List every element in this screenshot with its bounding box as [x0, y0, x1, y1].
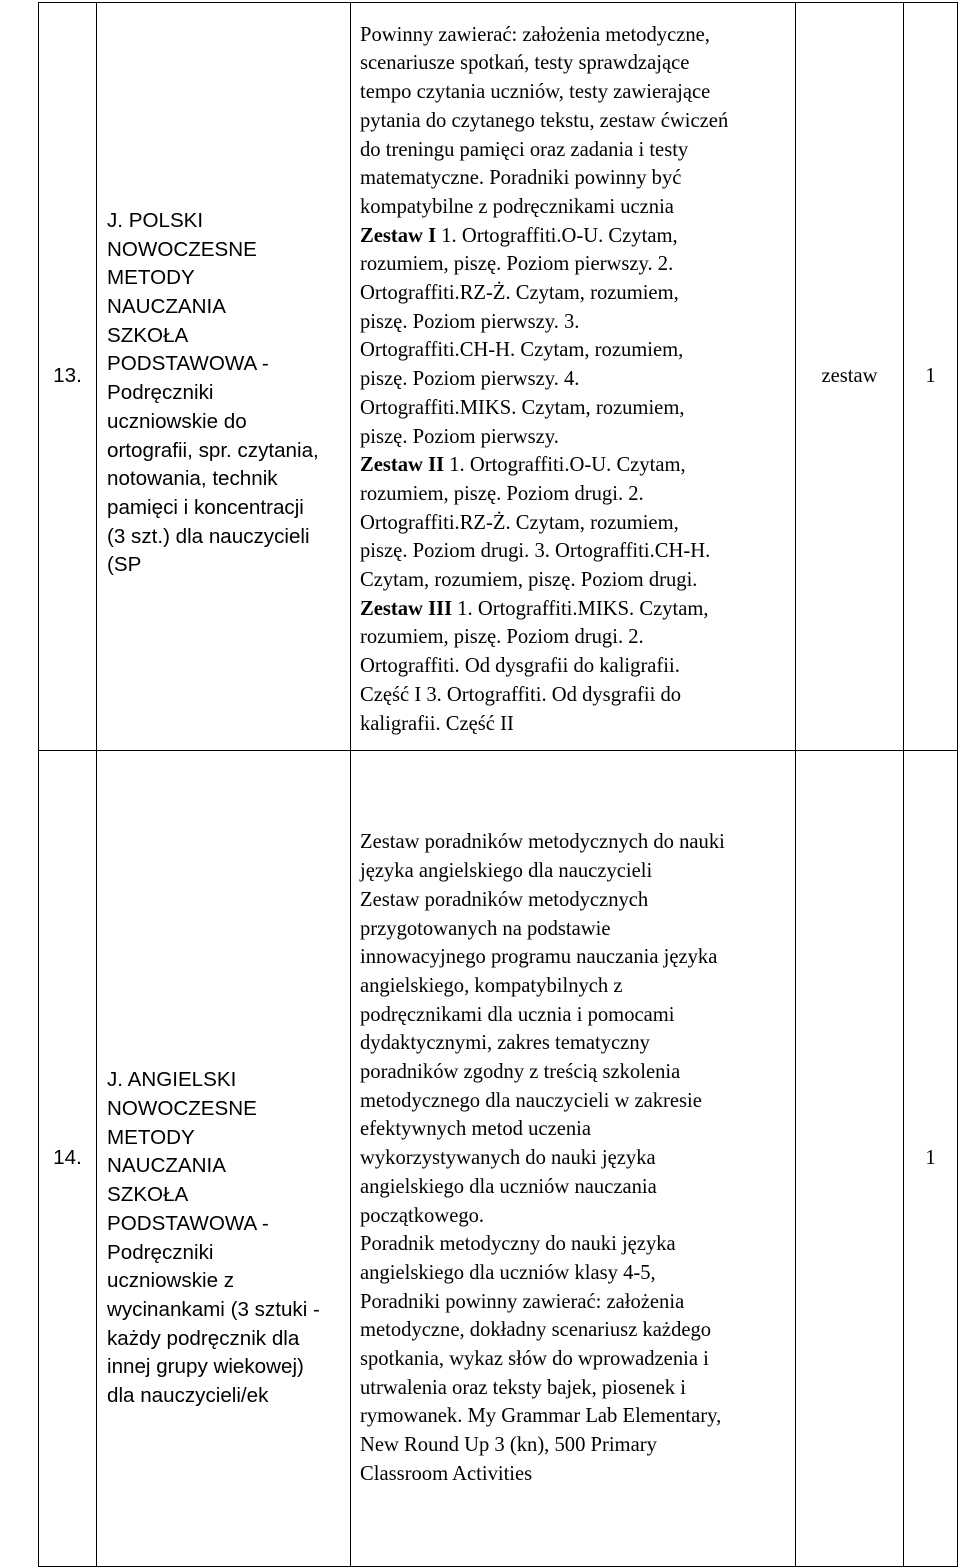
desc-line: Część I 3. Ortograffiti. Od dysgrafii do [360, 683, 682, 706]
quantity: 1 [904, 3, 958, 751]
item-name-line: innej grupy wiekowej) [107, 1355, 304, 1379]
desc-line: poradników zgodny z treścią szkolenia [360, 1061, 681, 1084]
item-name-line: wycinankami (3 sztuki - [107, 1297, 320, 1321]
desc-line: Czytam, rozumiem, piszę. Poziom drugi. [360, 569, 698, 592]
desc-text: 1. Ortograffiti.O-U. Czytam, [444, 454, 686, 477]
desc-line: piszę. Poziom pierwszy. 3. [360, 310, 580, 333]
desc-line: New Round Up 3 (kn), 500 Primary [360, 1434, 657, 1457]
item-name-line: SZKOŁA [107, 1183, 189, 1207]
desc-line: Ortograffiti. Od dysgrafii do kaligrafii. [360, 655, 680, 678]
desc-line: języka angielskiego dla nauczycieli [360, 860, 653, 883]
desc-line: Zestaw poradników metodycznych do nauki [360, 831, 725, 854]
desc-line: rozumiem, piszę. Poziom pierwszy. 2. [360, 253, 674, 276]
item-name-line: każdy podręcznik dla [107, 1326, 300, 1350]
desc-line: Classroom Activities [360, 1462, 533, 1485]
item-name-line: Podręczniki [107, 1240, 214, 1264]
desc-line: przygotowanych na podstawie [360, 917, 611, 940]
set-heading: Zestaw III [360, 597, 453, 620]
desc-line: metodyczne, dokładny scenariusz każdego [360, 1319, 712, 1342]
desc-line: efektywnych metod uczenia [360, 1118, 592, 1141]
item-description [351, 751, 796, 1567]
item-name-line: pamięci i koncentracji [107, 495, 304, 519]
quantity: 1 [904, 751, 958, 1567]
order-table [38, 2, 958, 1567]
item-name-line: ortografii, spr. czytania, [107, 438, 319, 462]
desc-line: innowacyjnego programu nauczania języka [360, 946, 718, 969]
item-name-line: NAUCZANIA [107, 295, 226, 319]
set-heading: Zestaw I [360, 224, 437, 247]
item-name-line: uczniowskie do [107, 409, 247, 433]
item-name-line: notowania, technik [107, 467, 278, 491]
item-name-line: Podręczniki [107, 381, 214, 405]
table-row [39, 751, 958, 1567]
set-heading: Zestaw II [360, 454, 445, 477]
item-name-line: NAUCZANIA [107, 1154, 226, 1178]
desc-line: Ortograffiti.RZ-Ż. Czytam, rozumiem, [360, 511, 679, 534]
desc-line: angielskiego dla uczniów klasy 4-5, [360, 1261, 656, 1284]
desc-line: rozumiem, piszę. Poziom drugi. 2. [360, 626, 644, 649]
desc-line: spotkania, wykaz słów do wprowadzenia i [360, 1348, 709, 1371]
unit-of-measure [796, 751, 904, 1567]
desc-line: kaligrafii. Część II [360, 712, 514, 735]
item-name-line: uczniowskie z [107, 1269, 235, 1293]
desc-line: podręcznikami dla ucznia i pomocami [360, 1003, 675, 1026]
item-name-line: METODY [107, 266, 195, 290]
desc-line: rymowanek. My Grammar Lab Elementary, [360, 1405, 722, 1428]
desc-line: piszę. Poziom pierwszy. 4. [360, 368, 580, 391]
item-name-line: J. POLSKI [107, 208, 204, 232]
item-name-line: PODSTAWOWA - [107, 352, 269, 376]
desc-line: Ortograffiti.RZ-Ż. Czytam, rozumiem, [360, 282, 679, 305]
item-description [351, 3, 796, 751]
item-name-line: PODSTAWOWA - [107, 1211, 269, 1235]
desc-line: dydaktycznymi, zakres tematyczny [360, 1032, 650, 1055]
desc-line: Ortograffiti.CH-H. Czytam, rozumiem, [360, 339, 684, 362]
desc-line: matematyczne. Poradniki powinny być [360, 167, 682, 190]
desc-line [360, 222, 791, 251]
desc-line: tempo czytania uczniów, testy zawierające [360, 81, 711, 104]
desc-line: wykorzystywanych do nauki języka [360, 1147, 656, 1170]
desc-line: angielskiego, kompatybilnych z [360, 974, 623, 997]
unit-of-measure: zestaw [796, 3, 904, 751]
item-name-line: METODY [107, 1125, 195, 1149]
desc-line: Poradnik metodyczny do nauki języka [360, 1233, 676, 1256]
desc-line: angielskiego dla uczniów nauczania [360, 1175, 657, 1198]
desc-line: do treningu pamięci oraz zadania i testy [360, 138, 689, 161]
row-number: 14. [39, 751, 97, 1567]
item-name [97, 3, 351, 751]
desc-line [360, 595, 791, 624]
desc-text: 1. Ortograffiti.MIKS. Czytam, [452, 597, 709, 620]
table-row [39, 3, 958, 751]
desc-line: rozumiem, piszę. Poziom drugi. 2. [360, 482, 644, 505]
item-name-line: (3 szt.) dla nauczycieli [107, 524, 310, 548]
item-name-line: NOWOCZESNE [107, 237, 257, 261]
desc-line: piszę. Poziom drugi. 3. Ortograffiti.CH-H. [360, 540, 711, 563]
desc-line: początkowego. [360, 1204, 485, 1227]
item-name-line: SZKOŁA [107, 323, 189, 347]
item-name-line: dla nauczycieli/ek [107, 1384, 269, 1408]
desc-line: kompatybilne z podręcznikami ucznia [360, 195, 674, 218]
item-name [97, 751, 351, 1567]
desc-line: Powinny zawierać: założenia metodyczne, [360, 23, 710, 46]
desc-line: scenariusze spotkań, testy sprawdzające [360, 52, 690, 75]
row-number: 13. [39, 3, 97, 751]
desc-line: pytania do czytanego tekstu, zestaw ćwiczeń [360, 109, 729, 132]
desc-line: Poradniki powinny zawierać: założenia [360, 1290, 685, 1313]
item-name-line: J. ANGIELSKI [107, 1068, 237, 1092]
desc-text: 1. Ortograffiti.O-U. Czytam, [436, 224, 678, 247]
desc-line: piszę. Poziom pierwszy. [360, 425, 559, 448]
item-name-line: NOWOCZESNE [107, 1096, 257, 1120]
desc-line: Zestaw poradników metodycznych [360, 888, 649, 911]
desc-line: utrwalenia oraz teksty bajek, piosenek i [360, 1376, 686, 1399]
item-name-line: (SP [107, 553, 142, 577]
desc-line: Ortograffiti.MIKS. Czytam, rozumiem, [360, 396, 685, 419]
desc-line: metodycznego dla nauczycieli w zakresie [360, 1089, 702, 1112]
desc-line [360, 451, 791, 480]
